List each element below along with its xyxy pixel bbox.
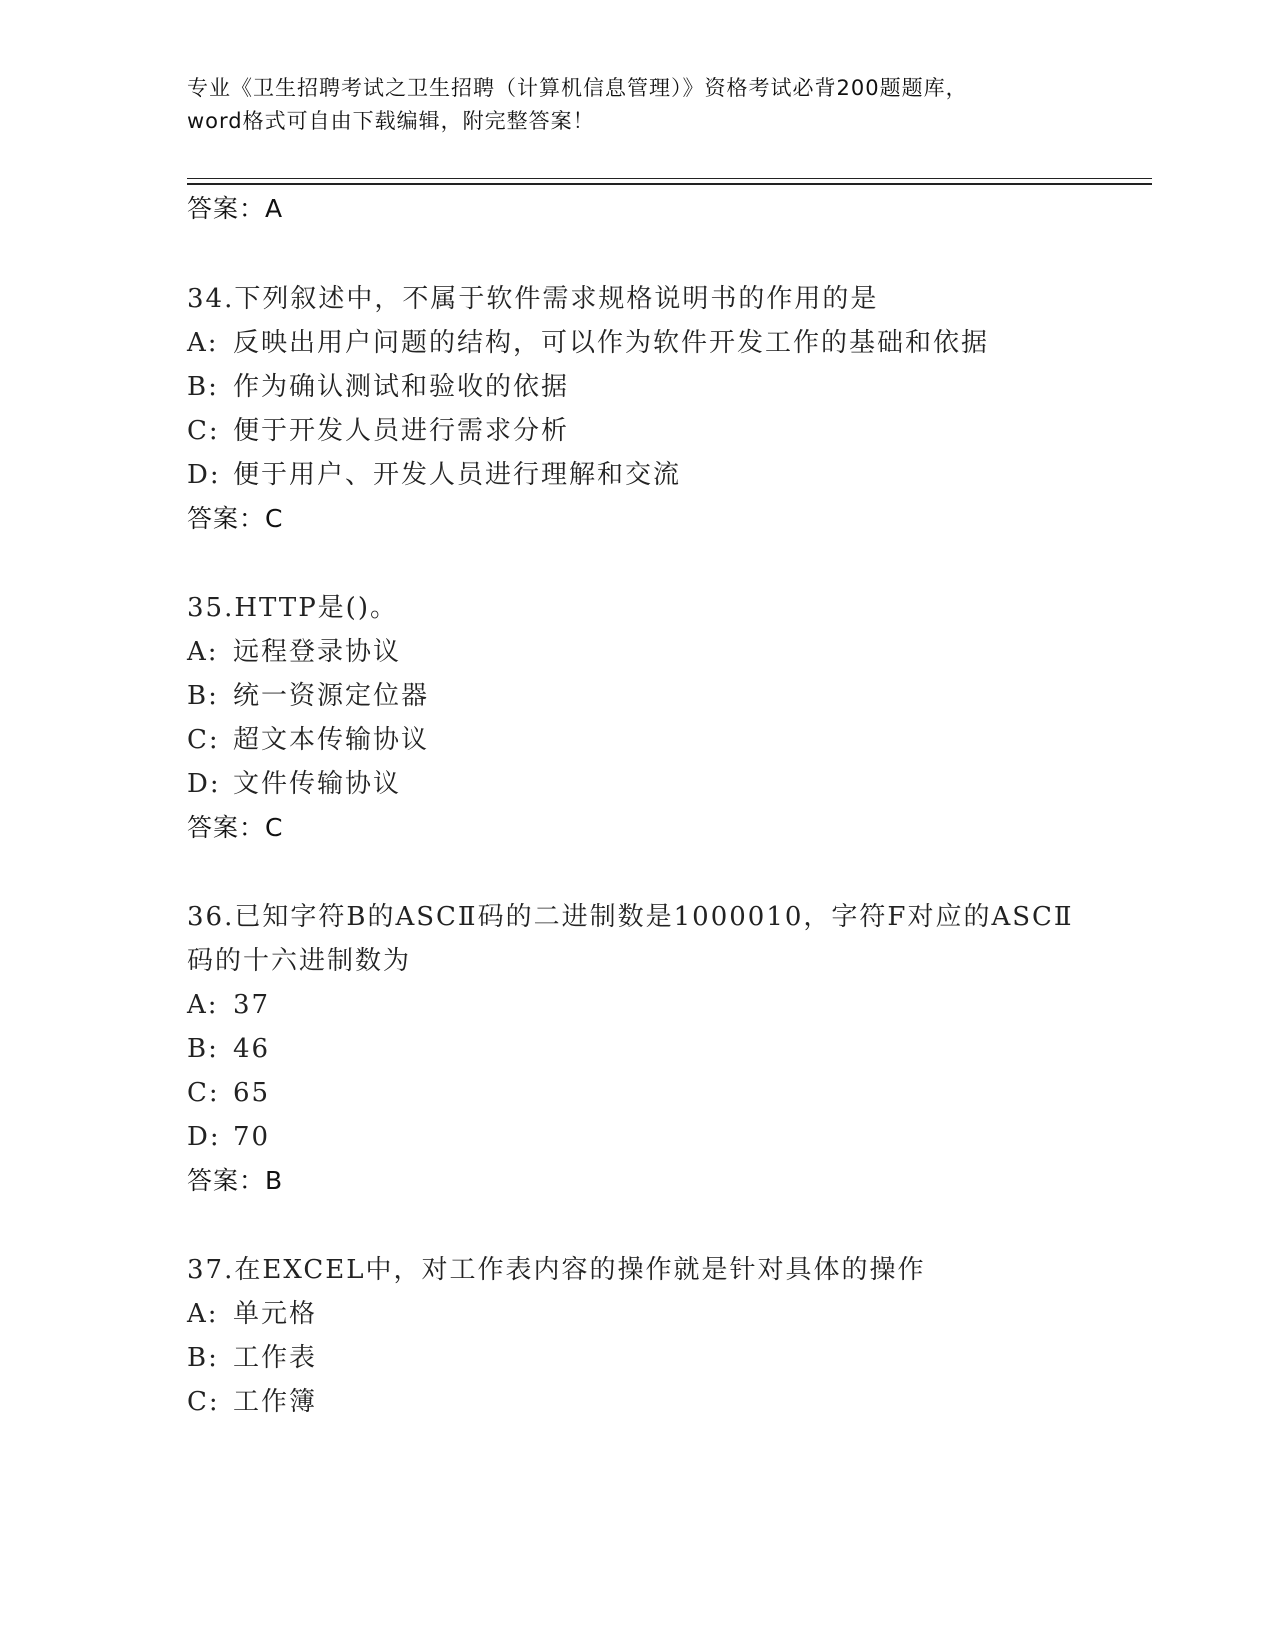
option-letter: D: bbox=[187, 1122, 221, 1152]
header-divider-thick bbox=[187, 183, 1152, 185]
option-letter: A: bbox=[187, 637, 219, 667]
option-letter: B: bbox=[187, 681, 219, 711]
option-text: 70 bbox=[233, 1122, 271, 1152]
option-letter: A: bbox=[187, 1299, 219, 1329]
question-36-stem-line-2: 码的十六进制数为 bbox=[187, 946, 412, 976]
question-35-option-a bbox=[187, 635, 401, 669]
option-text: 便于用户、开发人员进行理解和交流 bbox=[233, 460, 682, 490]
option-letter: C: bbox=[187, 1387, 220, 1417]
option-letter: A: bbox=[187, 990, 219, 1020]
header-divider-thin bbox=[187, 178, 1152, 179]
question-37-option-b bbox=[187, 1341, 317, 1375]
option-letter: B: bbox=[187, 1034, 219, 1064]
question-36-option-a bbox=[187, 988, 270, 1022]
question-36-stem-line-1: 36.已知字符B的ASCⅡ码的二进制数是1000010，字符F对应的ASCⅡ bbox=[187, 902, 1074, 932]
question-35-option-d bbox=[187, 767, 401, 801]
option-text: 便于开发人员进行需求分析 bbox=[233, 416, 570, 446]
question-36-option-b bbox=[187, 1032, 270, 1066]
option-letter: C: bbox=[187, 1078, 220, 1108]
question-36-option-d bbox=[187, 1120, 270, 1154]
question-34-option-a bbox=[187, 326, 989, 360]
answer-q35: 答案：C bbox=[187, 813, 284, 842]
option-text: 65 bbox=[233, 1078, 271, 1108]
header-line-2: word格式可自由下载编辑，附完整答案！ bbox=[187, 109, 595, 133]
option-text: 工作表 bbox=[233, 1343, 318, 1373]
answer-q34: 答案：C bbox=[187, 504, 284, 533]
question-34-option-b bbox=[187, 370, 569, 404]
option-text: 工作簿 bbox=[233, 1387, 318, 1417]
option-letter: D: bbox=[187, 769, 221, 799]
question-37-option-c bbox=[187, 1385, 317, 1419]
option-text: 超文本传输协议 bbox=[233, 725, 430, 755]
question-37-stem: 37.在EXCEL中，对工作表内容的操作就是针对具体的操作 bbox=[187, 1255, 926, 1285]
option-text: 作为确认测试和验收的依据 bbox=[233, 372, 570, 402]
question-37-option-a bbox=[187, 1297, 317, 1331]
option-text: 远程登录协议 bbox=[233, 637, 402, 667]
question-34-option-d bbox=[187, 458, 681, 492]
option-letter: C: bbox=[187, 725, 220, 755]
question-34-stem: 34.下列叙述中，不属于软件需求规格说明书的作用的是 bbox=[187, 284, 879, 314]
option-letter: C: bbox=[187, 416, 220, 446]
option-text: 37 bbox=[233, 990, 271, 1020]
question-34-option-c bbox=[187, 414, 569, 448]
option-text: 反映出用户问题的结构，可以作为软件开发工作的基础和依据 bbox=[233, 328, 990, 358]
option-letter: A: bbox=[187, 328, 219, 358]
option-text: 46 bbox=[233, 1034, 271, 1064]
question-35-option-b bbox=[187, 679, 429, 713]
option-letter: D: bbox=[187, 460, 221, 490]
document-header bbox=[187, 72, 1087, 138]
answer-q33: 答案：A bbox=[187, 194, 284, 223]
question-36-option-c bbox=[187, 1076, 270, 1110]
question-35-option-c bbox=[187, 723, 429, 757]
header-line-1: 专业《卫生招聘考试之卫生招聘（计算机信息管理）》资格考试必背200题题库， bbox=[187, 76, 968, 100]
option-text: 文件传输协议 bbox=[233, 769, 402, 799]
answer-q36: 答案：B bbox=[187, 1166, 284, 1195]
option-text: 统一资源定位器 bbox=[233, 681, 430, 711]
question-35-stem: 35.HTTP是()。 bbox=[187, 593, 398, 623]
option-letter: B: bbox=[187, 372, 219, 402]
option-letter: B: bbox=[187, 1343, 219, 1373]
option-text: 单元格 bbox=[233, 1299, 318, 1329]
